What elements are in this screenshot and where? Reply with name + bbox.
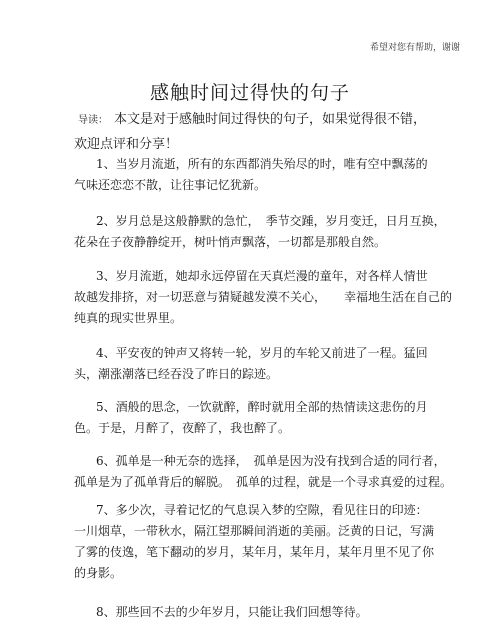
paragraph-line: 7、多少次，寻着记忆的气息误入梦的空隙，看见往日的印迹： bbox=[96, 503, 428, 517]
paragraph-line: 2、岁月总是这般静默的急忙， 季节交踵，岁月变迁，日月互换， bbox=[96, 214, 446, 228]
paragraph-8 bbox=[74, 602, 474, 623]
header-note: 希望对您有帮助，谢谢 bbox=[369, 43, 460, 53]
paragraph-line: 4、平安夜的钟声又将转一轮，岁月的车轮又前进了一程。猛回 bbox=[96, 346, 428, 360]
paragraph-line: 的身影。 bbox=[74, 566, 123, 580]
paragraph-line: 纯真的现实世界里。 bbox=[74, 311, 183, 325]
paragraph-line: 花朵在子夜静静绽开，树叶悄声飘落，一切都是那般自然。 bbox=[74, 235, 387, 249]
paragraph-line: 一川烟草，一带秋水，隔江望那瞬间消逝的美丽。泛黄的日记，写满 bbox=[74, 524, 435, 538]
paragraph-line: 孤单是为了孤单背后的解脱。 孤单的过程，就是一个寻求真爱的过程。 bbox=[74, 475, 453, 489]
paragraph-line: 3、岁月流逝，她却永远停留在天真烂漫的童年，对各样人情世 bbox=[96, 269, 428, 283]
paragraph-line: 头，潮涨潮落已经吞没了昨日的踪迹。 bbox=[74, 367, 279, 381]
paragraph-7 bbox=[74, 500, 474, 584]
intro bbox=[74, 108, 458, 157]
paragraph-2 bbox=[74, 211, 474, 253]
paragraph-line: 6、孤单是一种无奈的选择， 孤单是因为没有找到合适的同行者， bbox=[96, 454, 446, 468]
paragraph-line: 色。于是，月醉了，夜醉了，我也醉了。 bbox=[74, 421, 291, 435]
paragraph-line: 故越发排挤，对一切恶意与猜疑越发漠不关心， 幸福地生活在自己的 bbox=[74, 290, 453, 304]
paragraph-4 bbox=[74, 343, 474, 385]
paragraph-line: 气味还恋恋不散，让往事记忆犹新。 bbox=[74, 178, 267, 192]
paragraph-5 bbox=[74, 397, 474, 439]
paragraph-line: 了雾的伎逸，笔下翻动的岁月，某年月，某年月，某年月里不见了你 bbox=[74, 545, 435, 559]
intro-line-2: 欢迎点评和分享！ bbox=[74, 137, 179, 152]
paragraph-3 bbox=[74, 266, 474, 329]
paragraph-line: 5、酒般的思念，一饮就醉，醉时就用全部的热情读这悲伤的月 bbox=[96, 400, 428, 414]
paragraph-6 bbox=[74, 451, 474, 493]
page-title: 感触时间过得快的句子 bbox=[149, 82, 350, 104]
paragraph-line: 1、当岁月流逝，所有的东西都消失殆尽的时，唯有空中飘荡的 bbox=[96, 157, 428, 171]
intro-line-1: 本文是对于感触时间过得快的句子，如果觉得很不错， bbox=[114, 112, 427, 127]
intro-label: 导读： bbox=[78, 115, 108, 126]
paragraph-line: 8、那些回不去的少年岁月，只能让我们回想等待。 bbox=[96, 605, 368, 619]
paragraph-1 bbox=[74, 154, 474, 196]
